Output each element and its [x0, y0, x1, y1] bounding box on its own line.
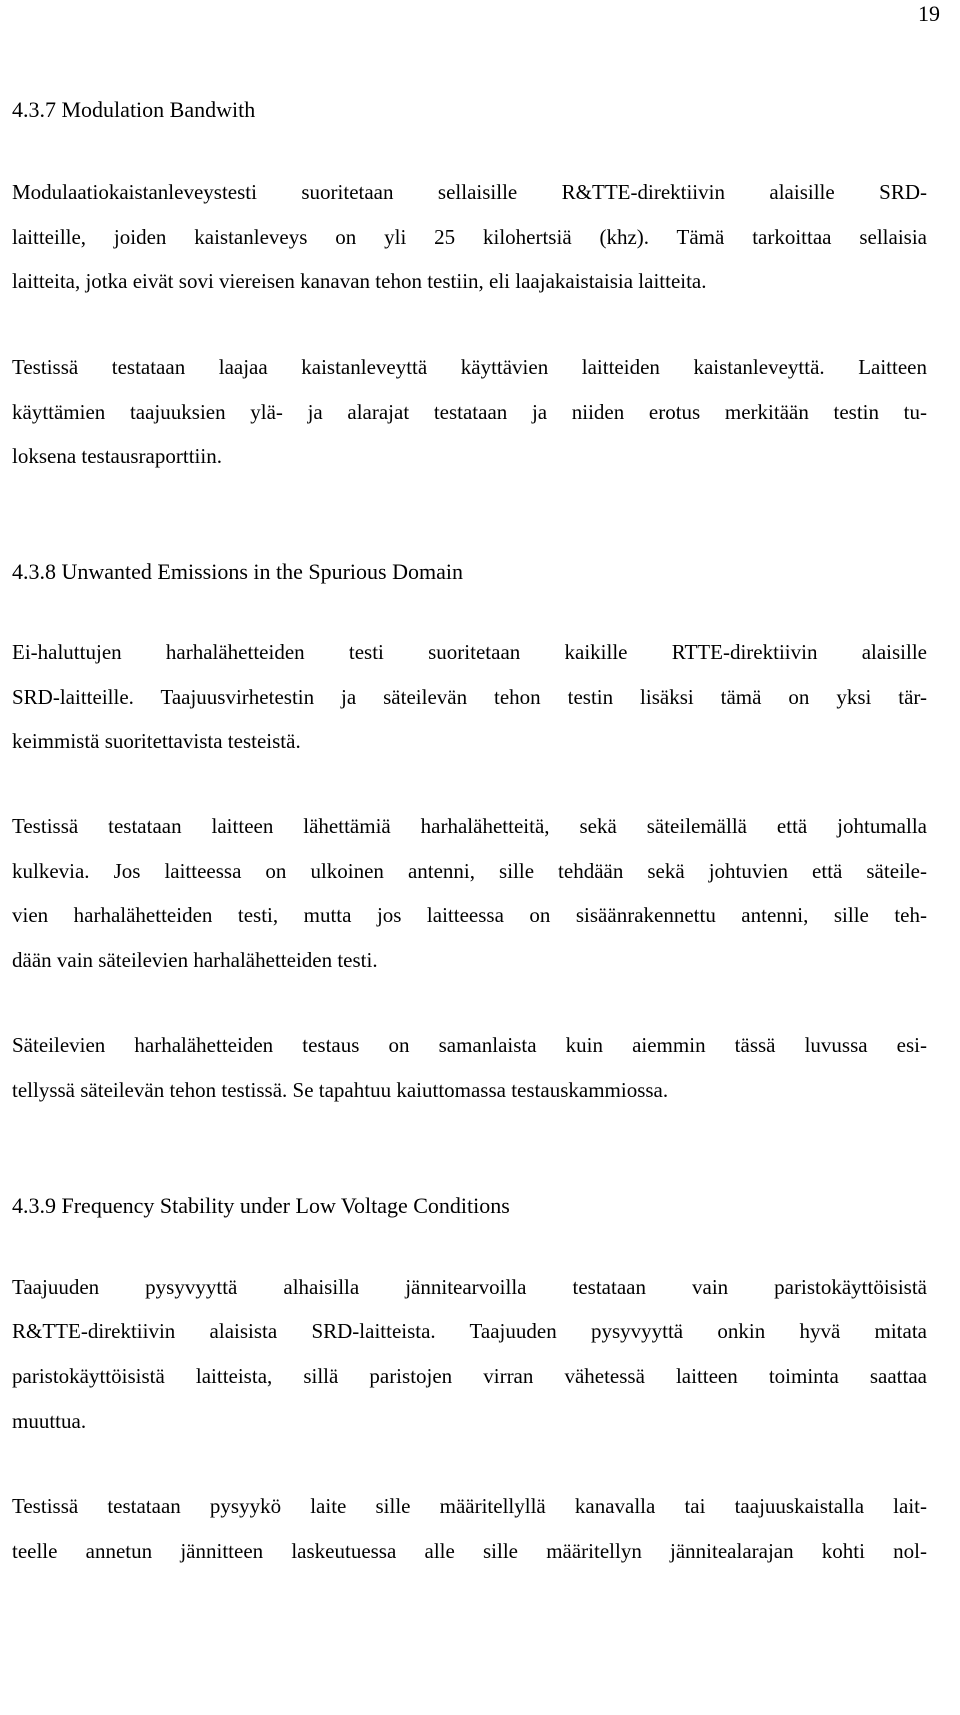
text-line: keimmistä suoritettavista testeistä.: [12, 729, 301, 753]
text-line: loksena testausraporttiin.: [12, 444, 222, 468]
text-line: vien harhalähetteiden testi, mutta jos laitteessa on sisäänrakennettu antenni, sille teh-: [12, 903, 927, 927]
section-heading: 4.3.8 Unwanted Emissions in the Spurious Domain: [12, 559, 463, 584]
text-line: dään vain säteilevien harhalähetteiden testi.: [12, 948, 378, 972]
text-line: R&TTE-direktiivin alaisista SRD-laitteista. Taajuuden pysyvyyttä onkin hyvä mitata: [12, 1319, 927, 1343]
text-line: Taajuuden pysyvyyttä alhaisilla jännitearvoilla testataan vain paristokäyttöisistä: [12, 1275, 927, 1299]
text-line: käyttämien taajuuksien ylä- ja alarajat testataan ja niiden erotus merkitään testin tu-: [12, 400, 927, 424]
text-line: Ei-haluttujen harhalähetteiden testi suoritetaan kaikille RTTE-direktiivin alaisille: [12, 640, 927, 664]
text-line: muuttua.: [12, 1409, 87, 1433]
text-line: teelle annetun jännitteen laskeutuessa alle sille määritellyn jännitealarajan kohti nol-: [12, 1539, 927, 1563]
text-line: SRD-laitteille. Taajuusvirhetestin ja säteilevän tehon testin lisäksi tämä on yksi tär-: [12, 685, 927, 709]
page-number: 19: [918, 1, 940, 26]
text-line: kulkevia. Jos laitteessa on ulkoinen antenni, sille tehdään sekä johtuvien että säteile-: [12, 859, 927, 883]
text-line: Testissä testataan laajaa kaistanleveyttä käyttävien laitteiden kaistanleveyttä. Laitteen: [12, 355, 927, 379]
text-line: paristokäyttöisistä laitteista, sillä paristojen virran vähetessä laitteen toiminta saattaa: [12, 1364, 927, 1388]
text-line: laitteita, jotka eivät sovi viereisen kanavan tehon testiin, eli laajakaistaisia laitteita.: [12, 269, 707, 293]
section-heading: 4.3.7 Modulation Bandwith: [12, 97, 256, 122]
text-line: tellyssä säteilevän tehon testissä. Se tapahtuu kaiuttomassa testauskammiossa.: [12, 1078, 669, 1102]
text-line: laitteille, joiden kaistanleveys on yli 25 kilohertsiä (khz). Tämä tarkoittaa sellaisia: [12, 225, 927, 249]
section-heading: 4.3.9 Frequency Stability under Low Voltage Conditions: [12, 1193, 510, 1218]
text-line: Modulaatiokaistanleveystesti suoritetaan sellaisille R&TTE-direktiivin alaisille SRD-: [12, 180, 927, 204]
text-line: Säteilevien harhalähetteiden testaus on samanlaista kuin aiemmin tässä luvussa esi-: [12, 1033, 927, 1057]
text-line: Testissä testataan pysyykö laite sille määritellyllä kanavalla tai taajuuskaistalla lait-: [12, 1494, 927, 1518]
text-line: Testissä testataan laitteen lähettämiä harhalähetteitä, sekä säteilemällä että johtumalla: [12, 814, 927, 838]
